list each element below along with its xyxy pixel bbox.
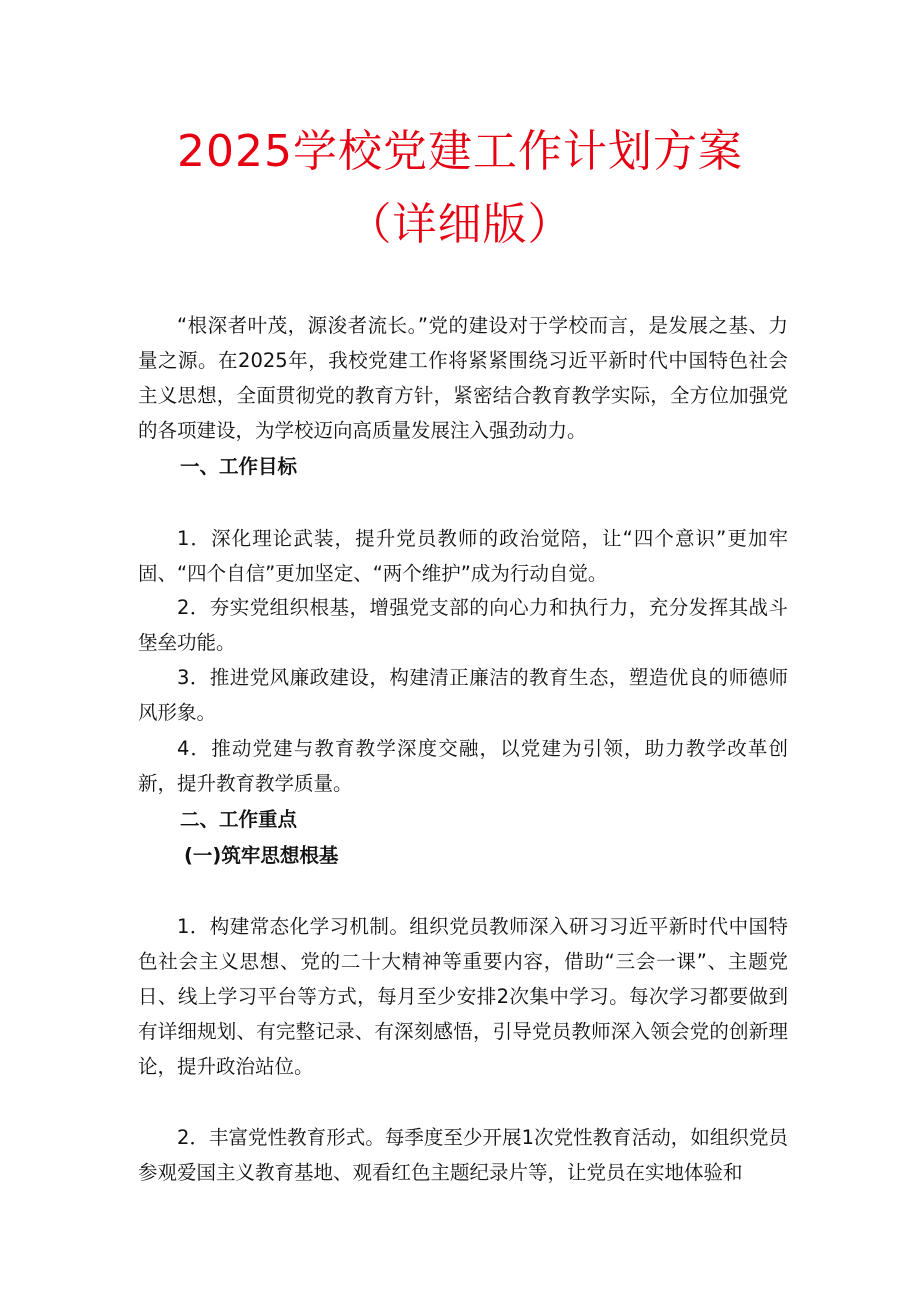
document-subtitle: （详细版） xyxy=(347,199,573,250)
intro-paragraph: “根深者叶茂，源浚者流长。”党的建设对于学校而言，是发展之基、力量之源。在2025年，我校党建工作将紧紧围绕习近平新时代中国特色社会主义思想，全面贯彻党的教育方针，紧密结合教育教学实际，全方位加强党的各项建设，为学校迈向高质量发展注入强劲动力。 xyxy=(138,314,788,442)
priority-item-1: 1．构建常态化学习机制。组织党员教师深入研习习近平新时代中国特色社会主义思想、党的二十大精神等重要内容，借助“三会一课”、主题党日、线上学习平台等方式，每月至少安排2次集中学习。每次学习都要做到有详细规划、有完整记录、有深刻感悟，引导党员教师深入领会党的创新理论，提升政治站位。 xyxy=(138,915,788,1078)
section-heading-priorities: 二、工作重点 xyxy=(180,808,298,831)
goal-item-2: 2．夯实党组织根基，增强党支部的向心力和执行力，充分发挥其战斗堡垒功能。 xyxy=(138,596,788,654)
priority-item-2: 2．丰富党性教育形式。每季度至少开展1次党性教育活动，如组织党员参观爱国主义教育基地、观看红色主题纪录片等，让党员在实地体验和 xyxy=(138,1126,788,1184)
subsection-heading-ideology: (一)筑牢思想根基 xyxy=(184,844,339,867)
goal-item-1: 1．深化理论武装，提升党员教师的政治觉陪，让“四个意识”更加牢固、“四个自信”更加坚定、“两个维护”成为行动自觉。 xyxy=(138,527,788,585)
goal-item-4: 4．推动党建与教育教学深度交融，以党建为引领，助力教学改革创新，提升教育教学质量。 xyxy=(138,737,788,795)
section-heading-goals: 一、工作目标 xyxy=(180,455,298,478)
goal-item-3: 3．推进党风廉政建设，构建清正廉洁的教育生态，塑造优良的师德师风形象。 xyxy=(138,666,788,724)
document-title: 2025学校党建工作计划方案 xyxy=(177,126,743,177)
